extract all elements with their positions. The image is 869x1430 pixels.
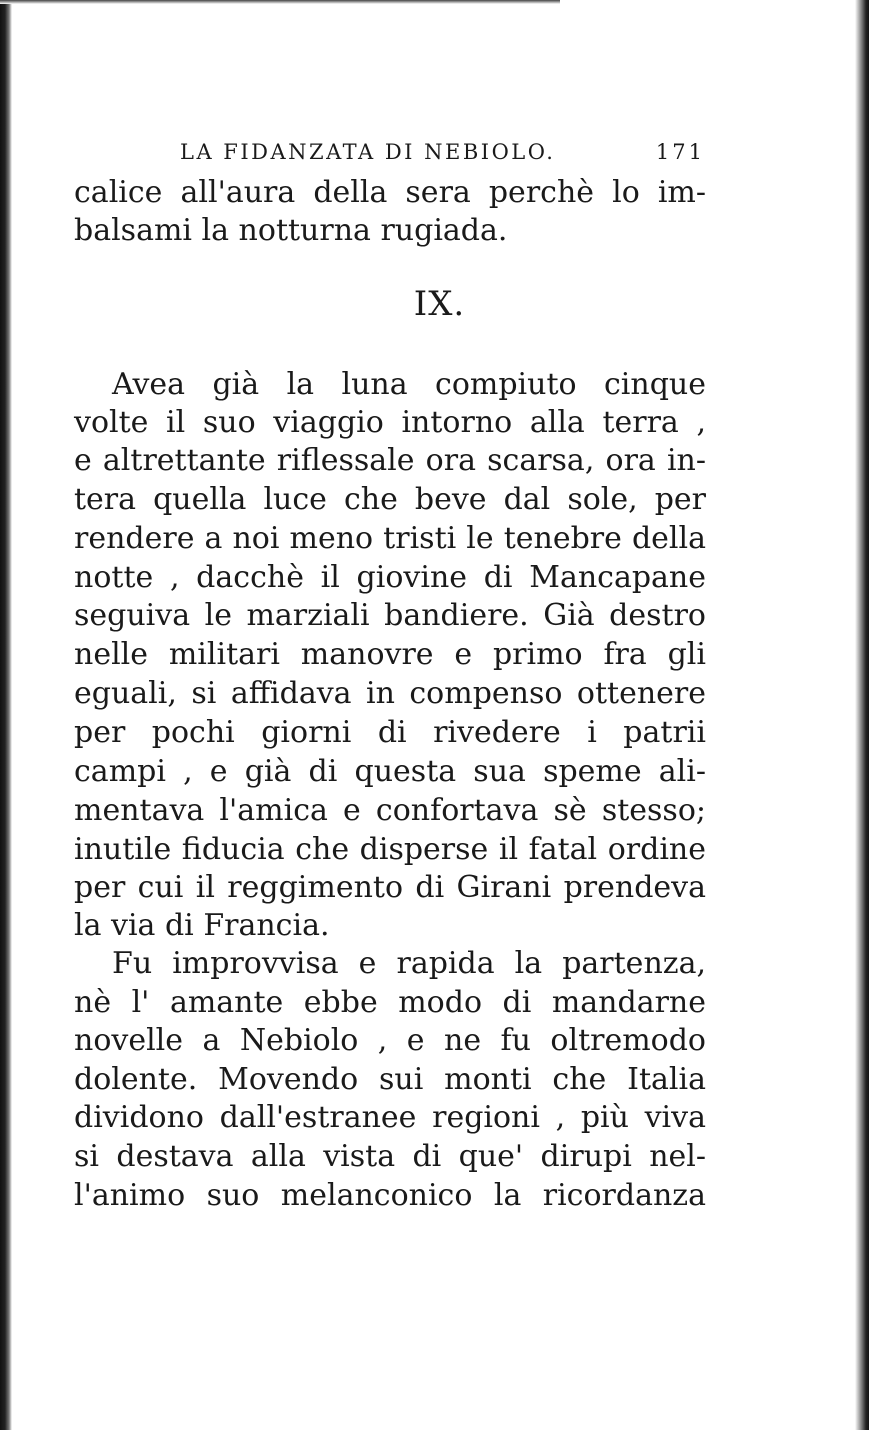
text-line: novelle a Nebiolo , e ne fu oltremodo [74,1023,706,1058]
text-line: dividono dall'estranee regioni , più viva [74,1100,706,1135]
text-line: per cui il reggimento di Girani prendeva [74,870,706,905]
text-line: calice all'aura della sera perchè lo im- [74,175,706,210]
text-line: balsami la notturna rugiada. [74,213,508,248]
running-head [180,140,705,170]
text-line: volte il suo viaggio intorno alla terra , [74,405,706,440]
chapter-heading: IX. [413,284,466,324]
paragraph-first-line: Avea già la luna compiuto cinque [112,367,706,402]
text-line: mentava l'amica e confortava sè stesso; [74,793,706,828]
paragraph-first-line: Fu improvvisa e rapida la partenza, [112,946,706,981]
text-line: seguiva le marziali bandiere. Già destro [74,598,706,633]
scan-edge-top [0,0,560,4]
text-line: inutile fiducia che disperse il fatal ordine [74,832,706,867]
scan-edge-left [0,0,12,1430]
page-number: 171 [655,140,705,164]
text-line: notte , dacchè il giovine di Mancapane [74,560,706,595]
text-line: si destava alla vista di que' dirupi nel- [74,1139,706,1174]
text-line: nè l' amante ebbe modo di mandarne [74,985,706,1020]
text-line: per pochi giorni di rivedere i patrii [74,715,706,750]
text-line: dolente. Movendo sui monti che Italia [74,1062,706,1097]
text-line: l'animo suo melanconico la ricordanza [74,1178,706,1213]
text-line: nelle militari manovre e primo fra gli [74,637,706,672]
text-line: tera quella luce che beve dal sole, per [74,482,706,517]
text-line: la via di Francia. [74,908,330,943]
text-line: rendere a noi meno tristi le tenebre della [74,521,706,556]
text-line: e altrettante riflessale ora scarsa, ora in- [74,443,706,478]
text-line: eguali, si affidava in compenso ottenere [74,676,706,711]
text-line: campi , e già di questa sua speme ali- [74,754,706,789]
running-title: LA FIDANZATA DI NEBIOLO. [180,140,556,164]
scan-edge-right [855,0,869,1430]
